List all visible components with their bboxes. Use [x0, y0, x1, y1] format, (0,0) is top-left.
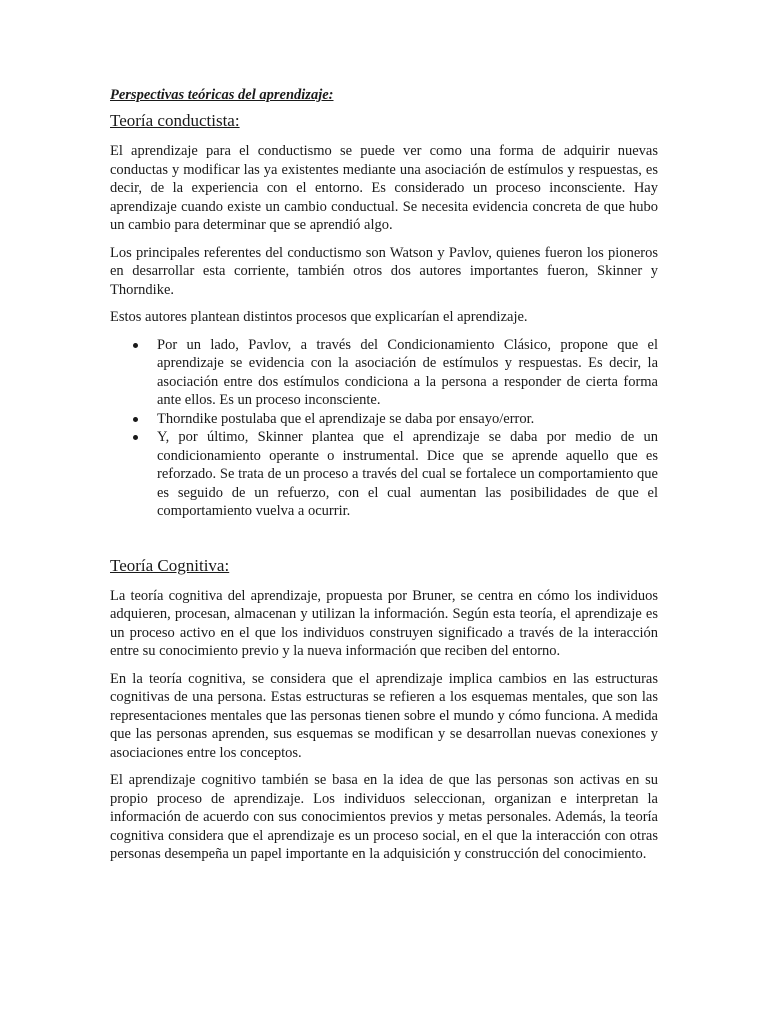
list-item	[110, 428, 658, 521]
document-title: Perspectivas teóricas del aprendizaje:	[110, 87, 334, 103]
bullet-list	[110, 336, 658, 521]
list-item	[110, 410, 658, 429]
paragraph: La teoría cognitiva del aprendizaje, propuesta por Bruner, se centra en cómo los individuos adquieren, procesan, almacenan y utilizan la información. Según esta teoría, el aprendizaje es un proceso activo en el que los individuos construyen significado a través de la interacción entre su conocimiento previo y la nueva información que reciben del entorno.	[110, 587, 658, 659]
section-heading-cognitiva: Teoría Cognitiva:	[110, 555, 230, 575]
list-item-text: Por un lado, Pavlov, a través del Condicionamiento Clásico, propone que el aprendizaje se evidencia con la asociación de estímulos y respuestas. Es decir, la asociación entre dos estímulos condiciona a la persona a responder de cierta forma ante ellos. Es un proceso inconsciente.	[157, 336, 658, 408]
bullet-icon	[133, 435, 138, 440]
bullet-icon	[133, 417, 138, 422]
section-conductista	[110, 110, 658, 521]
paragraph: Los principales referentes del conductismo son Watson y Pavlov, quienes fueron los pioneros en desarrollar esta corriente, también otros dos autores importantes fueron, Skinner y Thorndike.	[110, 244, 658, 298]
paragraph: El aprendizaje cognitivo también se basa en la idea de que las personas son activas en su propio proceso de aprendizaje. Los individuos seleccionan, organizan e interpretan la información de acuerdo con sus conocimientos previos y metas personales. Además, la teoría cognitiva considera que el aprendizaje es un proceso social, en el que la interacción con otras personas desempeña un papel importante en la adquisición y construcción del conocimiento.	[110, 772, 658, 862]
bullet-icon	[133, 343, 138, 348]
paragraph: Estos autores plantean distintos procesos que explicarían el aprendizaje.	[110, 309, 528, 325]
paragraph: El aprendizaje para el conductismo se puede ver como una forma de adquirir nuevas conductas y modificar las ya existentes mediante una asociación de estímulos y respuestas, es decir, de la experiencia con el entorno. Es considerado un proceso inconsciente. Hay aprendizaje cuando existe un cambio conductual. Se necesita evidencia concreta de que hubo un cambio para determinar que se aprendió algo.	[110, 143, 658, 233]
paragraph: En la teoría cognitiva, se considera que el aprendizaje implica cambios en las estructuras cognitivas de una persona. Estas estructuras se refieren a los esquemas mentales, que son las representaciones mentales que las personas tienen sobre el mundo y cómo funciona. A medida que las personas aprenden, sus esquemas se modifican y se desarrollan nuevas conexiones y asociaciones entre los conceptos.	[110, 670, 658, 761]
list-item-text: Y, por último, Skinner plantea que el aprendizaje se daba por medio de un condicionamiento operante o instrumental. Dice que se aprende aquello que es reforzado. Se trata de un proceso a través del cual se fortalece un comportamiento que es seguido de un refuerzo, con el cual aumentan las posibilidades de que el comportamiento vuelva a ocurrir.	[157, 429, 658, 519]
section-cognitiva	[110, 555, 658, 864]
list-item	[110, 336, 658, 410]
list-item-text: Thorndike postulaba que el aprendizaje se daba por ensayo/error.	[157, 410, 535, 427]
section-heading-conductista: Teoría conductista:	[110, 111, 240, 130]
